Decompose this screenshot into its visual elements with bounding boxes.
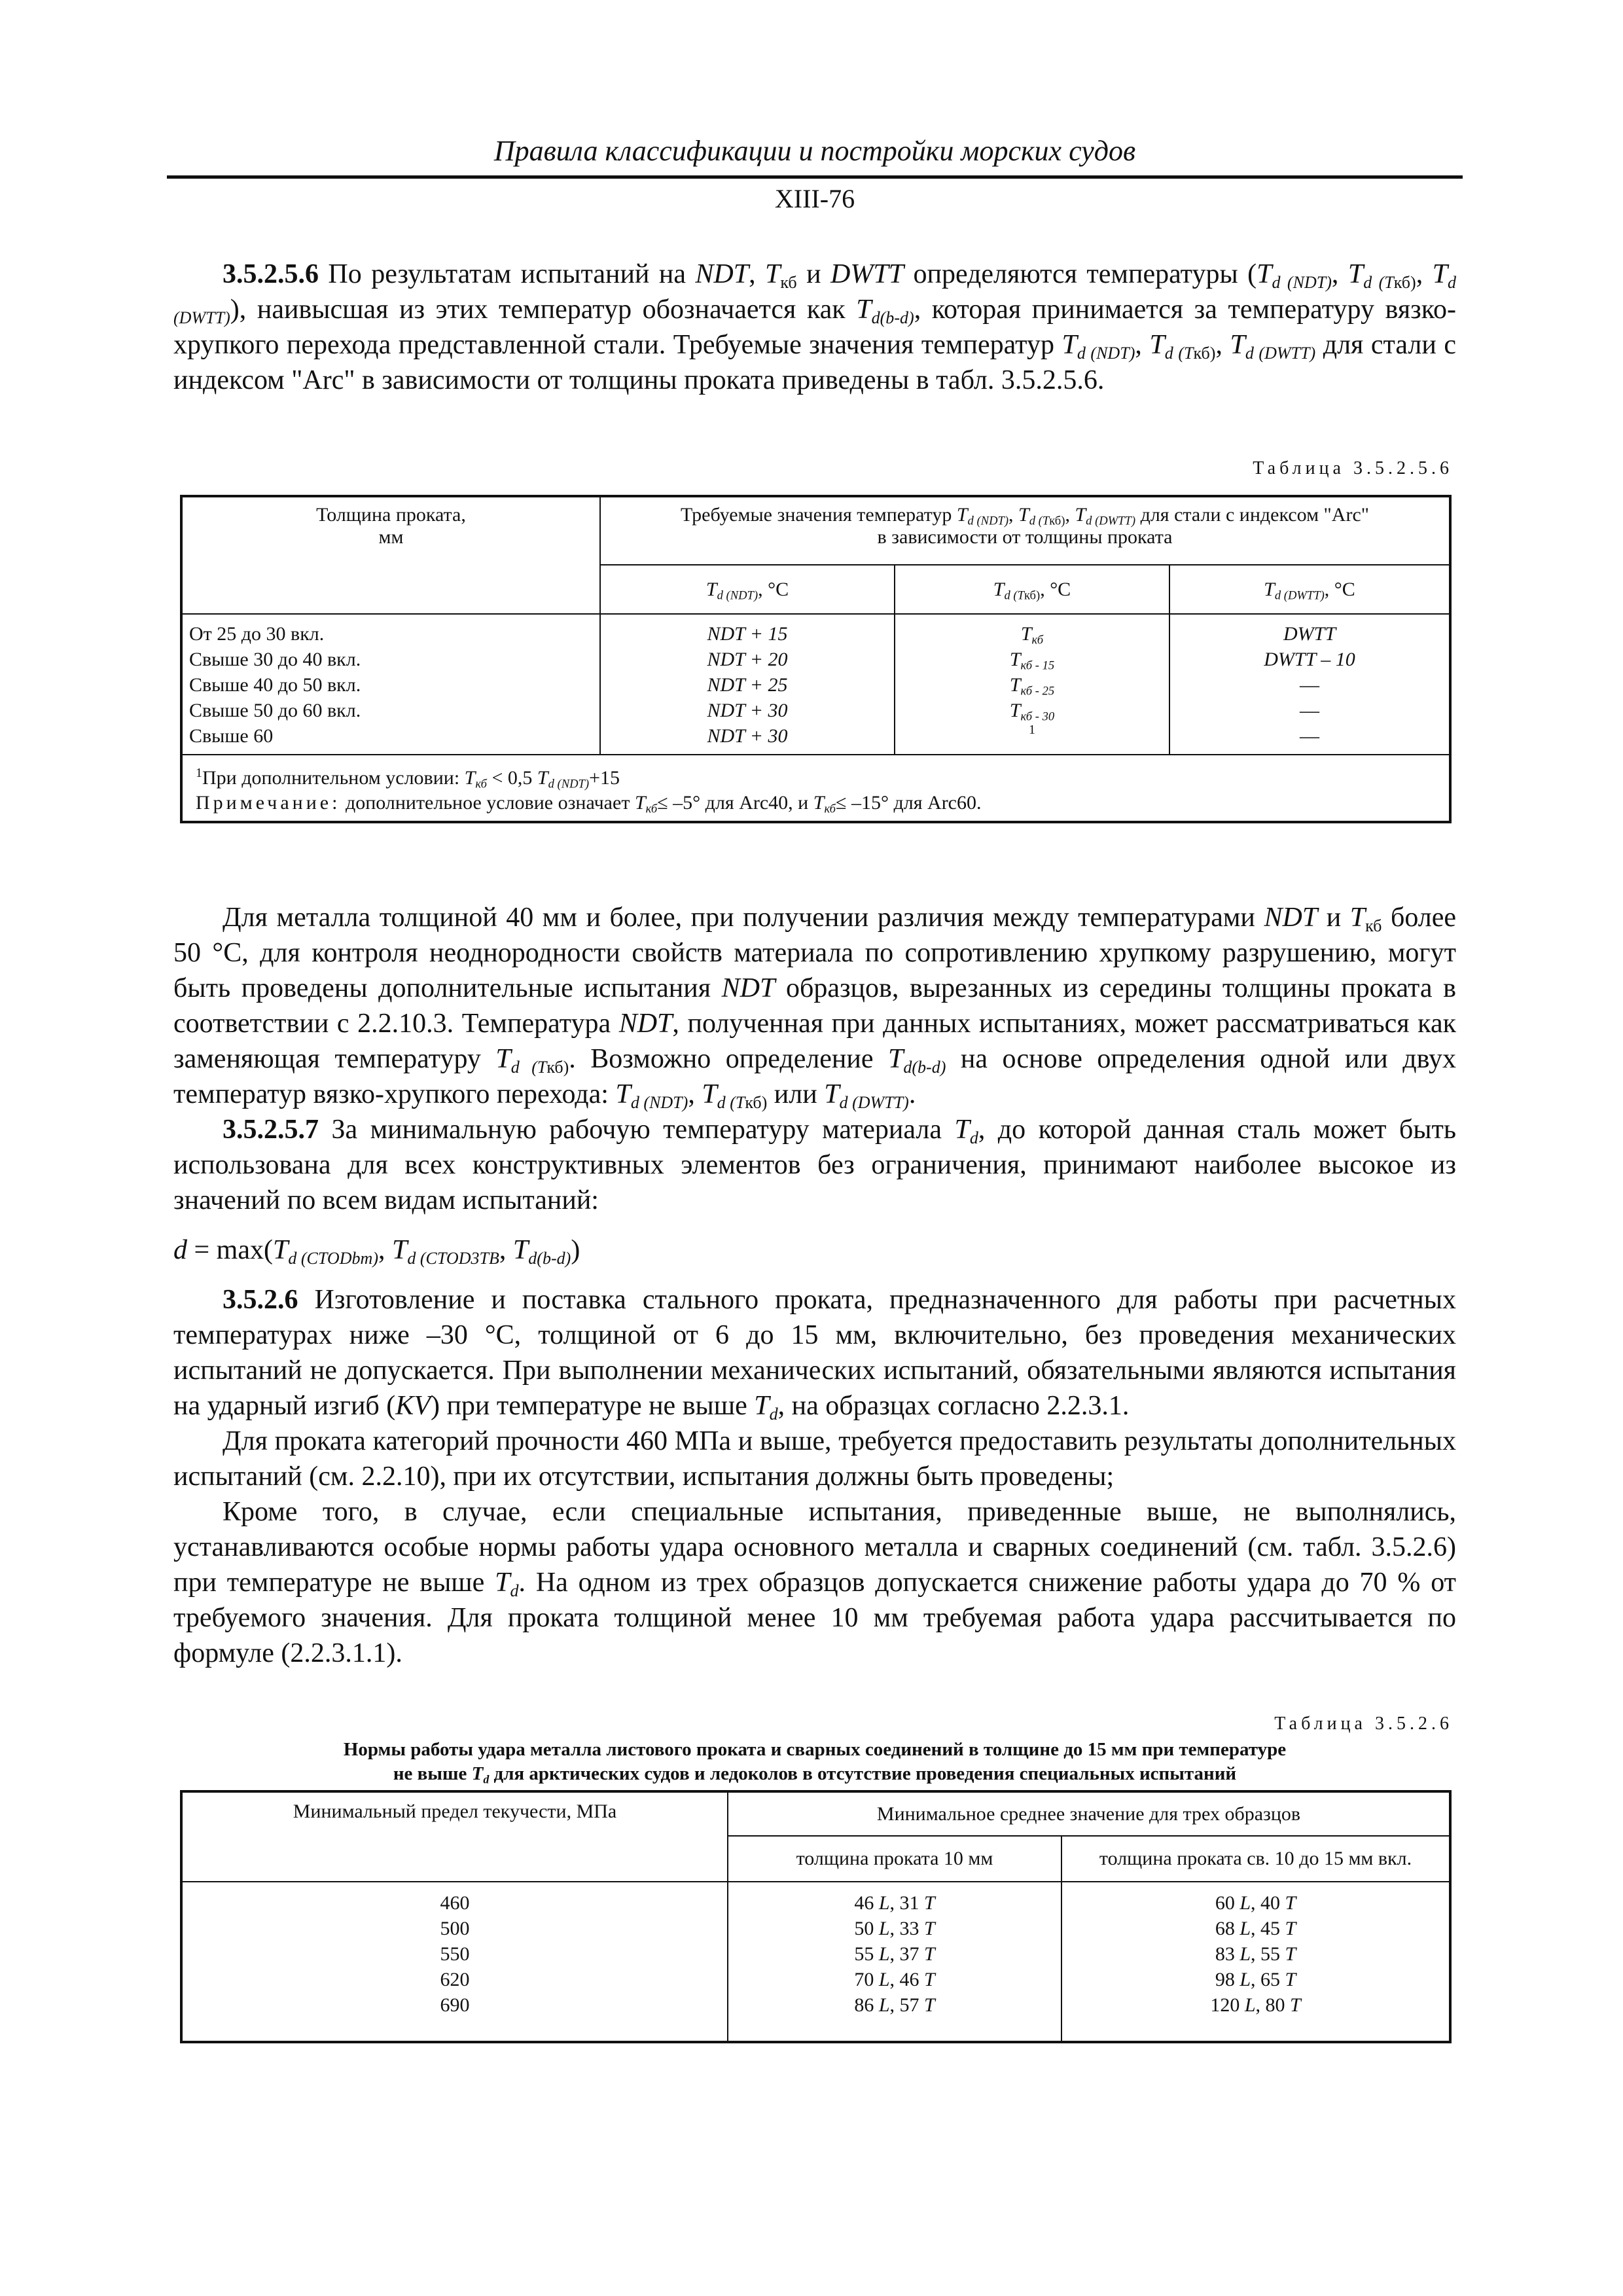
table-row: 460	[440, 1892, 470, 1914]
table-3-5-2-5-6	[180, 495, 1452, 823]
impact-10-15mm-values: 60 L, 40 T 68 L, 45 T 83 L, 55 T 98 L, 65 T 120 L, 80 T	[1061, 1882, 1450, 2042]
footnote-1: $^1$При дополнительном условии: $T_{кб} < 0,5$ $T_{d (NDT)}+15$	[196, 766, 620, 791]
td-dwtt-header: $T_{d (DWTT)}$, °C	[1169, 565, 1450, 614]
table-row: Свыше 50 до 60 вкл.	[189, 700, 361, 721]
section-3-5-2-5-6: 3.5.2.5.6 По результатам испытаний на NDT, $T_{кб}$ и DWTT определяются температуры ($T_{d (NDT)}$, $T_{d (Tкб)}$, $T_{d (DWTT)}$), наивысшая из этих температур обозначается как $T_{d(b-d)}$, которая принимается за температуру вязко-хрупкого перехода представленной стали. Требуемые значения температур $T_{d (NDT)}$, $T_{d (Tкб)}$, $T_{d (DWTT)}$ для стали с индексом "Arc" в зависимости от толщины проката приведены в табл. 3.5.2.5.6.	[173, 259, 1457, 395]
yield-values	[181, 1882, 728, 2042]
table-title: Нормы работы удара металла листового проката и сварных соединений в толщине до 15 мм при температуре не выше $T_d$ для арктических судов и ледоколов в отсутствие проведения специальных испытаний	[343, 1739, 1287, 1786]
table-row: Свыше 30 до 40 вкл.	[189, 649, 361, 670]
table-row: 620	[440, 1969, 470, 1990]
formula-td: $d = \max(T_{d (CTODbm)}$, $T_{d (CTOD3TB}$, $T_{d(b-d)}$)	[173, 1235, 580, 1268]
table-caption: Таблица 3.5.2.5.6	[1253, 458, 1453, 478]
clause-number: 3.5.2.6	[223, 1285, 298, 1315]
table-caption-2: Таблица 3.5.2.6	[1274, 1713, 1453, 1734]
table-footnotes	[181, 755, 1450, 822]
table-note: Примечание: дополнительное условие означает $T_{кб}\le -5^\circ$ для Arc40, и $T_{кб}\le -15^\circ$ для Arc60.	[196, 792, 982, 816]
page-number: XIII-76	[774, 184, 855, 213]
thickness-10-15-header: толщина проката св. 10 до 15 мм вкл.	[1061, 1836, 1450, 1882]
dwtt-values: DWTT DWTT – 10 — — —	[1169, 614, 1450, 755]
ndt-values: NDT + 15 NDT + 20 NDT + 25 NDT + 30 NDT + 30	[600, 614, 895, 755]
table-row: От 25 до 30 вкл.	[189, 623, 325, 645]
thickness-values	[181, 614, 600, 755]
table-3-5-2-6	[180, 1790, 1452, 2043]
header-divider	[167, 175, 1463, 179]
table-row: 690	[440, 1994, 470, 2016]
paragraph-ndt-inhomogeneity: Для металла толщиной 40 мм и более, при получении различия между температурами NDT и $T_{кб}$ более 50 °C, для контроля неоднородности свойств материала по сопротивлению хрупкому разрушению, могут быть проведены дополнительные испытания NDT образцов, вырезанных из середины толщины проката в соответствии с 2.2.10.3. Температура NDT, полученная при данных испытаниях, может рассматриваться как заменяющая температуру $T_{d (Tкб)}$. Возможно определение $T_{d(b-d)}$ на основе определения одной или двух температур вязко-хрупкого перехода: $T_{d (NDT)}$, $T_{d (Tкб)}$ или $T_{d (DWTT)}$.	[173, 903, 1457, 1112]
paragraph-strength-460: Для проката категорий прочности 460 МПа и выше, требуется предоставить результаты дополнительных испытаний (см. 2.2.10), при их отсутствии, испытания должны быть проведены;	[173, 1426, 1456, 1492]
document-header-title: Правила классификации и постройки морских судов	[493, 135, 1136, 167]
table-row: 500	[440, 1918, 470, 1939]
section-3-5-2-6: 3.5.2.6 Изготовление и поставка стального проката, предназначенного для работы при расчетных температурах ниже –30 °C, толщиной от 6 до 15 мм, включительно, без проведения механических испытаний не допускается. При выполнении механических испытаний, обязательными являются испытания на ударный изгиб (KV) при температуре не выше $T_d$, на образцах согласно 2.2.3.1.	[173, 1285, 1456, 1424]
required-temperatures-header: Требуемые значения температур $T_{d (NDT)}$, $T_{d (Tкб)}$, $T_{d (DWTT)}$ для стали с индексом "Arc" в зависимости от толщины проката	[600, 496, 1450, 565]
text-block-2	[173, 900, 1456, 1671]
clause-number: 3.5.2.5.7	[223, 1115, 319, 1145]
thickness-column-header: Толщина проката, мм	[181, 496, 600, 614]
footnote-marker: 1	[1029, 723, 1035, 737]
yield-column-header: Минимальный предел текучести, МПа	[181, 1791, 728, 1882]
section-3-5-2-5-7: 3.5.2.5.7 За минимальную рабочую температуру материала $T_d$, до которой данная сталь может быть использована для всех конструктивных элементов без ограничения, принимают наиболее высокое из значений по всем видам испытаний:	[173, 1115, 1457, 1215]
table-row: Свыше 60	[189, 725, 274, 747]
td-ndt-header: $T_{d (NDT)}$, °C	[600, 565, 895, 614]
impact-10mm-values: 46 L, 31 T 50 L, 33 T 55 L, 37 T 70 L, 46 T 86 L, 57 T	[728, 1882, 1061, 2042]
clause-number: 3.5.2.5.6	[223, 259, 319, 289]
thickness-10-header: толщина проката 10 мм	[728, 1836, 1061, 1882]
td-tkb-header: $T_{d (Tкб)}$, °C	[895, 565, 1169, 614]
table-row: Свыше 40 до 50 вкл.	[189, 674, 361, 696]
tkb-values: $T_{кб}$ $T_{кб - 15}$ $T_{кб - 25}$ $T_{кб - 30}$ 1	[895, 614, 1169, 755]
impact-group-header: Минимальное среднее значение для трех образцов	[728, 1791, 1450, 1836]
table-row: 550	[440, 1943, 470, 1965]
paragraph-special-norms: Кроме того, в случае, если специальные испытания, приведенные выше, не выполнялись, устанавливаются особые нормы работы удара основного металла и сварных соединений (см. табл. 3.5.2.6) при температуре не выше $T_d$. На одном из трех образцов допускается снижение работы удара до 70 % от требуемого значения. Для проката толщиной менее 10 мм требуемая работа удара рассчитывается по формуле (2.2.3.1.1).	[173, 1497, 1456, 1668]
